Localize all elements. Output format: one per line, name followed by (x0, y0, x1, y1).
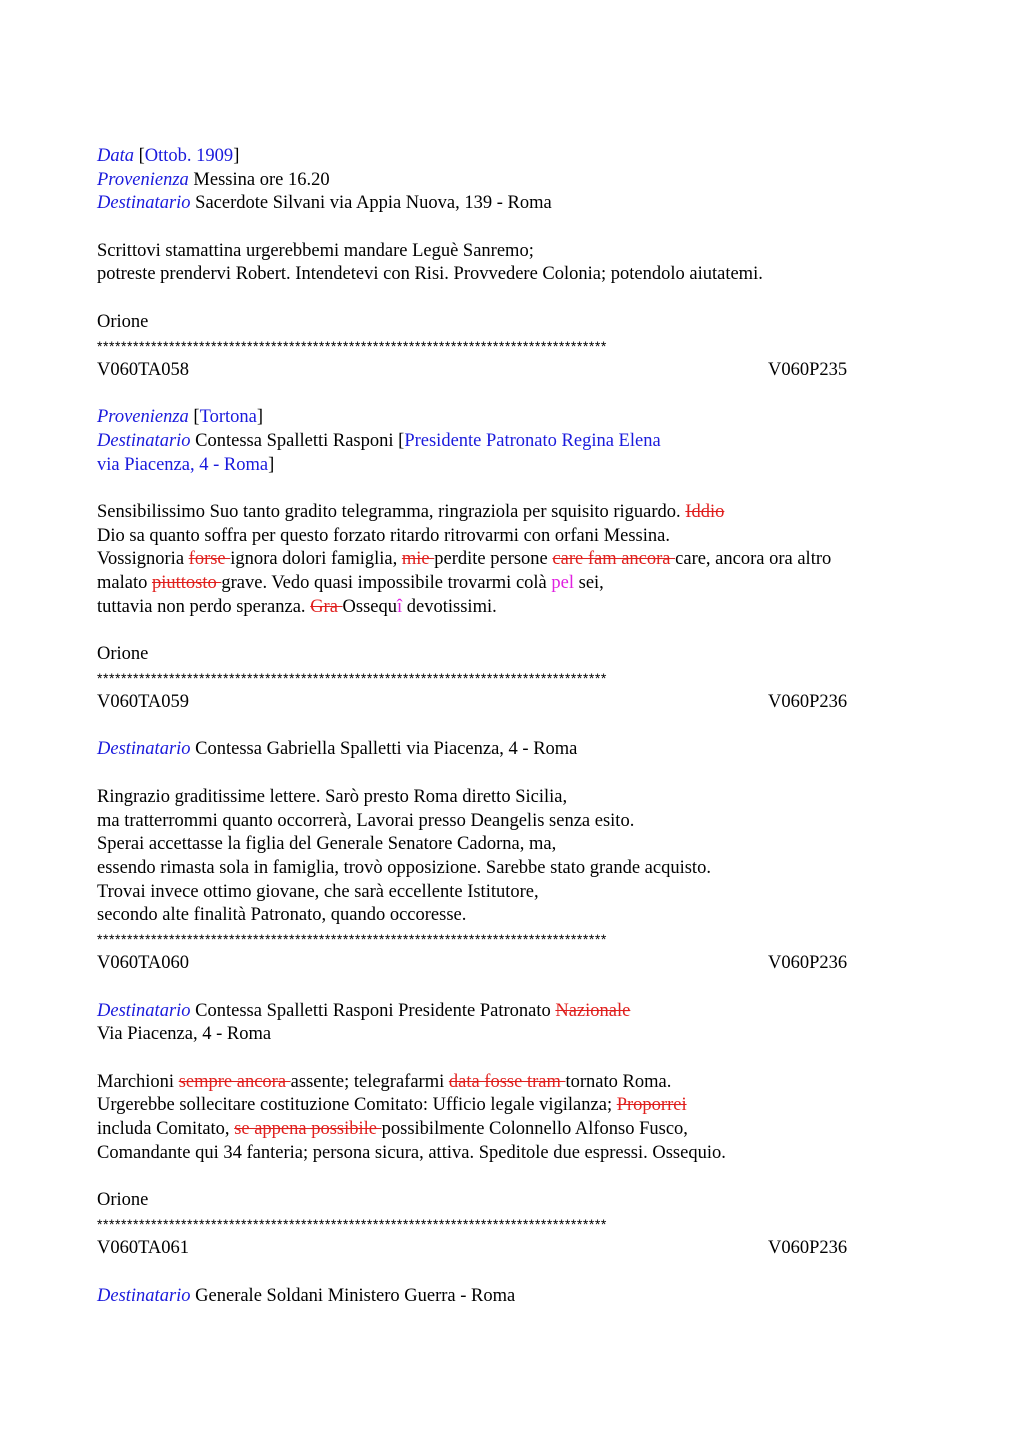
page-code: V060P236 (768, 952, 848, 973)
body-line: includa Comitato, se appena possibile possibilmente Colonnello Alfonso Fusco, (97, 1119, 688, 1140)
body-line: Dio sa quanto soffra per questo forzato ritardo ritrovarmi con orfani Messina. (97, 525, 670, 546)
document-code: V060TA061 (97, 1237, 190, 1258)
document-code: V060TA060 (97, 952, 190, 973)
recipient-value: Contessa Spalletti Rasponi (195, 430, 399, 451)
body-line: malato piuttosto grave. Vedo quasi impossibile trovarmi colà pel sei, (97, 573, 604, 593)
deleted-text: Gra (310, 596, 343, 617)
recipient-line (97, 1285, 927, 1309)
provenance-line (97, 169, 927, 193)
body-line: Vossignoria forse ignora dolori famiglia, mie perdite persone care fam ancora care, ancora ora altro (97, 549, 832, 570)
body-line: Trovai invece ottimo giovane, che sarà eccellente Istitutore, (97, 881, 539, 902)
recipient-value: Contessa Gabriella Spalletti via Piacenza, 4 - Roma (195, 739, 578, 760)
recipient-line-2: Via Piacenza, 4 - Roma (97, 1024, 272, 1045)
separator: ************************************************************************************* (97, 1215, 607, 1232)
body-line: Comandante qui 34 fanteria; persona sicura, attiva. Speditole due espressi. Ossequio. (97, 1142, 726, 1163)
deleted-text: Proporrei (616, 1095, 687, 1116)
recipient-value: Generale Soldani Ministero Guerra - Roma (195, 1285, 516, 1306)
body-line: Urgerebbe sollecitare costituzione Comitato: Ufficio legale vigilanza; Proporrei (97, 1095, 687, 1116)
recipient-label: Destinatario (97, 739, 191, 760)
recipient-address: via Piacenza, 4 - Roma (97, 454, 269, 475)
reference-line (97, 1235, 927, 1261)
body-line: Sperai accettasse la figlia del Generale Senatore Cadorna, ma, (97, 834, 557, 855)
recipient-value: Sacerdote Silvani via Appia Nuova, 139 - Roma (195, 193, 552, 214)
body-line: ma tratterrommi quanto occorrerà, Lavorai presso Deangelis senza esito. (97, 810, 635, 831)
body-line: essendo rimasta sola in famiglia, trovò opposizione. Sarebbe stato grande acquisto. (97, 857, 711, 878)
recipient-note: Presidente Patronato Regina Elena (404, 430, 661, 451)
deleted-text: forse (188, 549, 231, 570)
deleted-text: care fam ancora (552, 549, 676, 570)
recipient-line: Destinatario Contessa Spalletti Rasponi [Presidente Patronato Regina Elena (97, 430, 661, 451)
date-label: Data (97, 146, 134, 166)
deleted-text: data fosse tram (448, 1071, 566, 1092)
recipient-label: Destinatario (97, 1000, 191, 1021)
separator: ************************************************************************************* (97, 337, 607, 354)
body-line: Scrittovi stamattina urgerebbemi mandare Leguè Sanremo; (97, 240, 534, 261)
deleted-text: mie (401, 549, 435, 570)
deleted-text: Nazionale (555, 1000, 631, 1021)
recipient-label: Destinatario (97, 193, 191, 214)
separator: ************************************************************************************* (97, 930, 607, 947)
document-page (97, 145, 927, 1308)
document-code: V060TA059 (97, 691, 190, 712)
body-line: secondo alte finalità Patronato, quando occoresse. (97, 905, 467, 926)
page-code: V060P236 (768, 691, 848, 712)
recipient-line (97, 738, 927, 762)
date-line: Data [Ottob. 1909] (97, 146, 240, 166)
signature: Orione (97, 1190, 149, 1211)
reference-line (97, 950, 927, 976)
body-line: potreste prendervi Robert. Intendetevi con Risi. Provvedere Colonia; potendolo aiutatemi. (97, 264, 763, 285)
page-code: V060P236 (768, 1237, 848, 1258)
inserted-text: î (397, 596, 403, 617)
body-line: Marchioni sempre ancora assente; telegrafarmi data fosse tram tornato Roma. (97, 1071, 672, 1092)
deleted-text: piuttosto (151, 573, 222, 593)
document-code: V060TA058 (97, 359, 190, 380)
deleted-text: Iddio (685, 501, 725, 522)
recipient-line-2: via Piacenza, 4 - Roma] (97, 454, 275, 475)
recipient-line (97, 1000, 927, 1024)
provenance-line: Provenienza [Tortona] (97, 407, 264, 428)
provenance-value: Messina ore 16.20 (193, 169, 330, 190)
provenance-label: Provenienza (97, 169, 189, 190)
signature: Orione (97, 644, 149, 665)
deleted-text: sempre ancora (178, 1071, 291, 1092)
recipient-label: Destinatario (97, 1285, 191, 1306)
page-code: V060P235 (768, 359, 848, 380)
provenance-value: Tortona (199, 407, 257, 428)
signature: Orione (97, 311, 149, 332)
reference-line (97, 689, 927, 715)
recipient-line (97, 192, 927, 216)
body-line: tuttavia non perdo speranza. Gra Ossequî devotissimi. (97, 596, 497, 617)
deleted-text: se appena possibile (234, 1119, 382, 1140)
separator: ************************************************************************************* (97, 669, 607, 686)
date-value: Ottob. 1909 (144, 146, 234, 166)
recipient-value: Contessa Spalletti Rasponi Presidente Patronato (195, 1000, 556, 1021)
body-line: Sensibilissimo Suo tanto gradito telegramma, ringraziola per squisito riguardo. Iddio (97, 501, 725, 522)
inserted-text: pel (551, 573, 574, 593)
body-line: Ringrazio graditissime lettere. Sarò presto Roma diretto Sicilia, (97, 786, 568, 807)
recipient-label: Destinatario (97, 430, 191, 451)
provenance-label: Provenienza (97, 407, 189, 428)
reference-line (97, 357, 927, 383)
